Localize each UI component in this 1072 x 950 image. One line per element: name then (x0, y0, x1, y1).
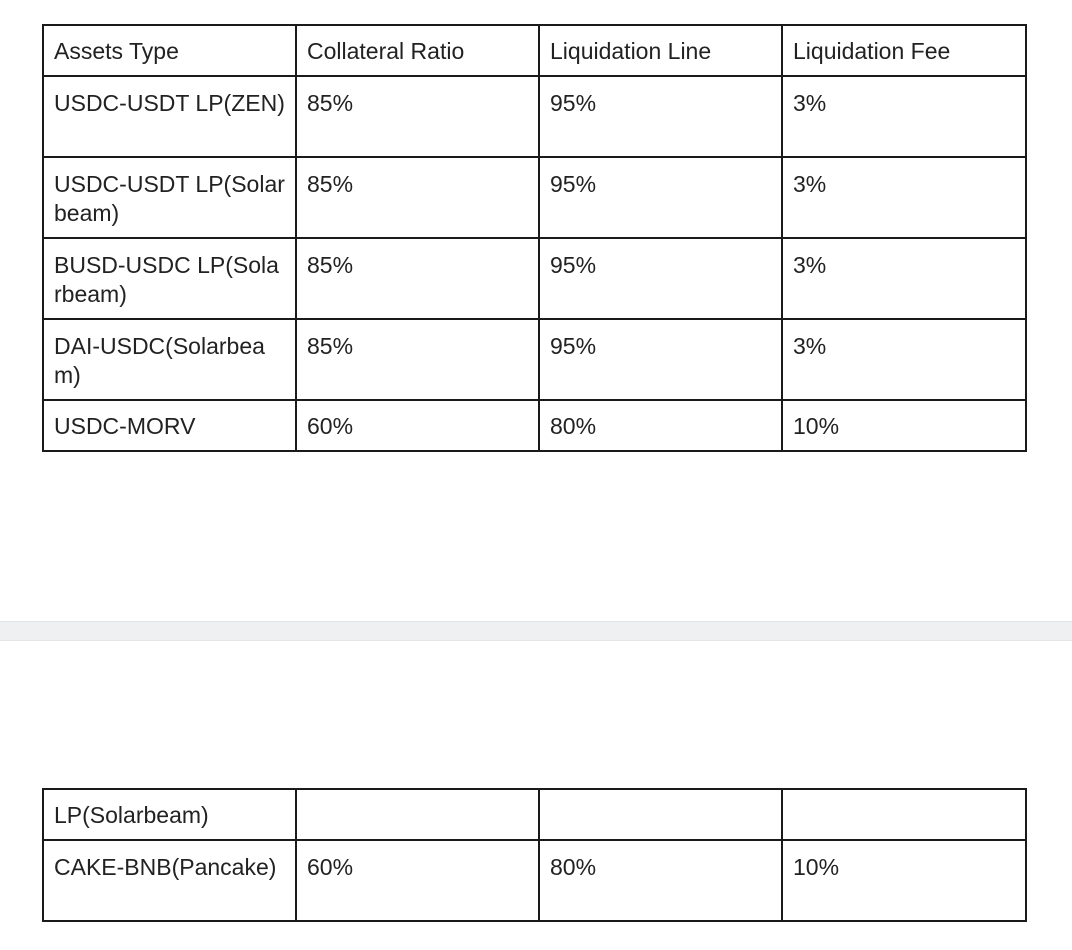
cell-assets-type: BUSD-USDC LP(Solarbeam) (43, 238, 296, 319)
header-liquidation-line: Liquidation Line (539, 25, 782, 76)
cell-liquidation-fee (782, 789, 1026, 840)
cell-liquidation-line: 95% (539, 319, 782, 400)
cell-collateral-ratio (296, 789, 539, 840)
cell-assets-type: USDC-USDT LP(ZEN) (43, 76, 296, 157)
table-row (43, 238, 1026, 319)
cell-assets-type: LP(Solarbeam) (43, 789, 296, 840)
page-break-divider (0, 621, 1072, 641)
cell-liquidation-fee: 3% (782, 238, 1026, 319)
table-row (43, 789, 1026, 840)
cell-liquidation-fee: 10% (782, 400, 1026, 451)
cell-collateral-ratio: 85% (296, 157, 539, 238)
cell-assets-type: USDC-MORV (43, 400, 296, 451)
cell-liquidation-fee: 3% (782, 76, 1026, 157)
cell-collateral-ratio: 60% (296, 840, 539, 921)
header-liquidation-fee: Liquidation Fee (782, 25, 1026, 76)
table-header-row (43, 25, 1026, 76)
header-collateral-ratio: Collateral Ratio (296, 25, 539, 76)
cell-liquidation-line: 95% (539, 238, 782, 319)
collateral-table-bottom (42, 788, 1027, 922)
table-row (43, 319, 1026, 400)
cell-liquidation-line: 95% (539, 76, 782, 157)
cell-assets-type: DAI-USDC(Solarbeam) (43, 319, 296, 400)
cell-assets-type: USDC-USDT LP(Solarbeam) (43, 157, 296, 238)
table-row (43, 157, 1026, 238)
cell-liquidation-fee: 3% (782, 319, 1026, 400)
cell-liquidation-fee: 3% (782, 157, 1026, 238)
header-assets-type: Assets Type (43, 25, 296, 76)
cell-liquidation-line: 80% (539, 400, 782, 451)
cell-liquidation-line (539, 789, 782, 840)
collateral-table-top (42, 24, 1027, 452)
cell-assets-type: CAKE-BNB(Pancake) (43, 840, 296, 921)
cell-liquidation-line: 95% (539, 157, 782, 238)
table-row (43, 400, 1026, 451)
cell-collateral-ratio: 85% (296, 238, 539, 319)
cell-collateral-ratio: 85% (296, 76, 539, 157)
cell-liquidation-line: 80% (539, 840, 782, 921)
cell-collateral-ratio: 60% (296, 400, 539, 451)
table-row (43, 840, 1026, 921)
cell-liquidation-fee: 10% (782, 840, 1026, 921)
cell-collateral-ratio: 85% (296, 319, 539, 400)
table-row (43, 76, 1026, 157)
